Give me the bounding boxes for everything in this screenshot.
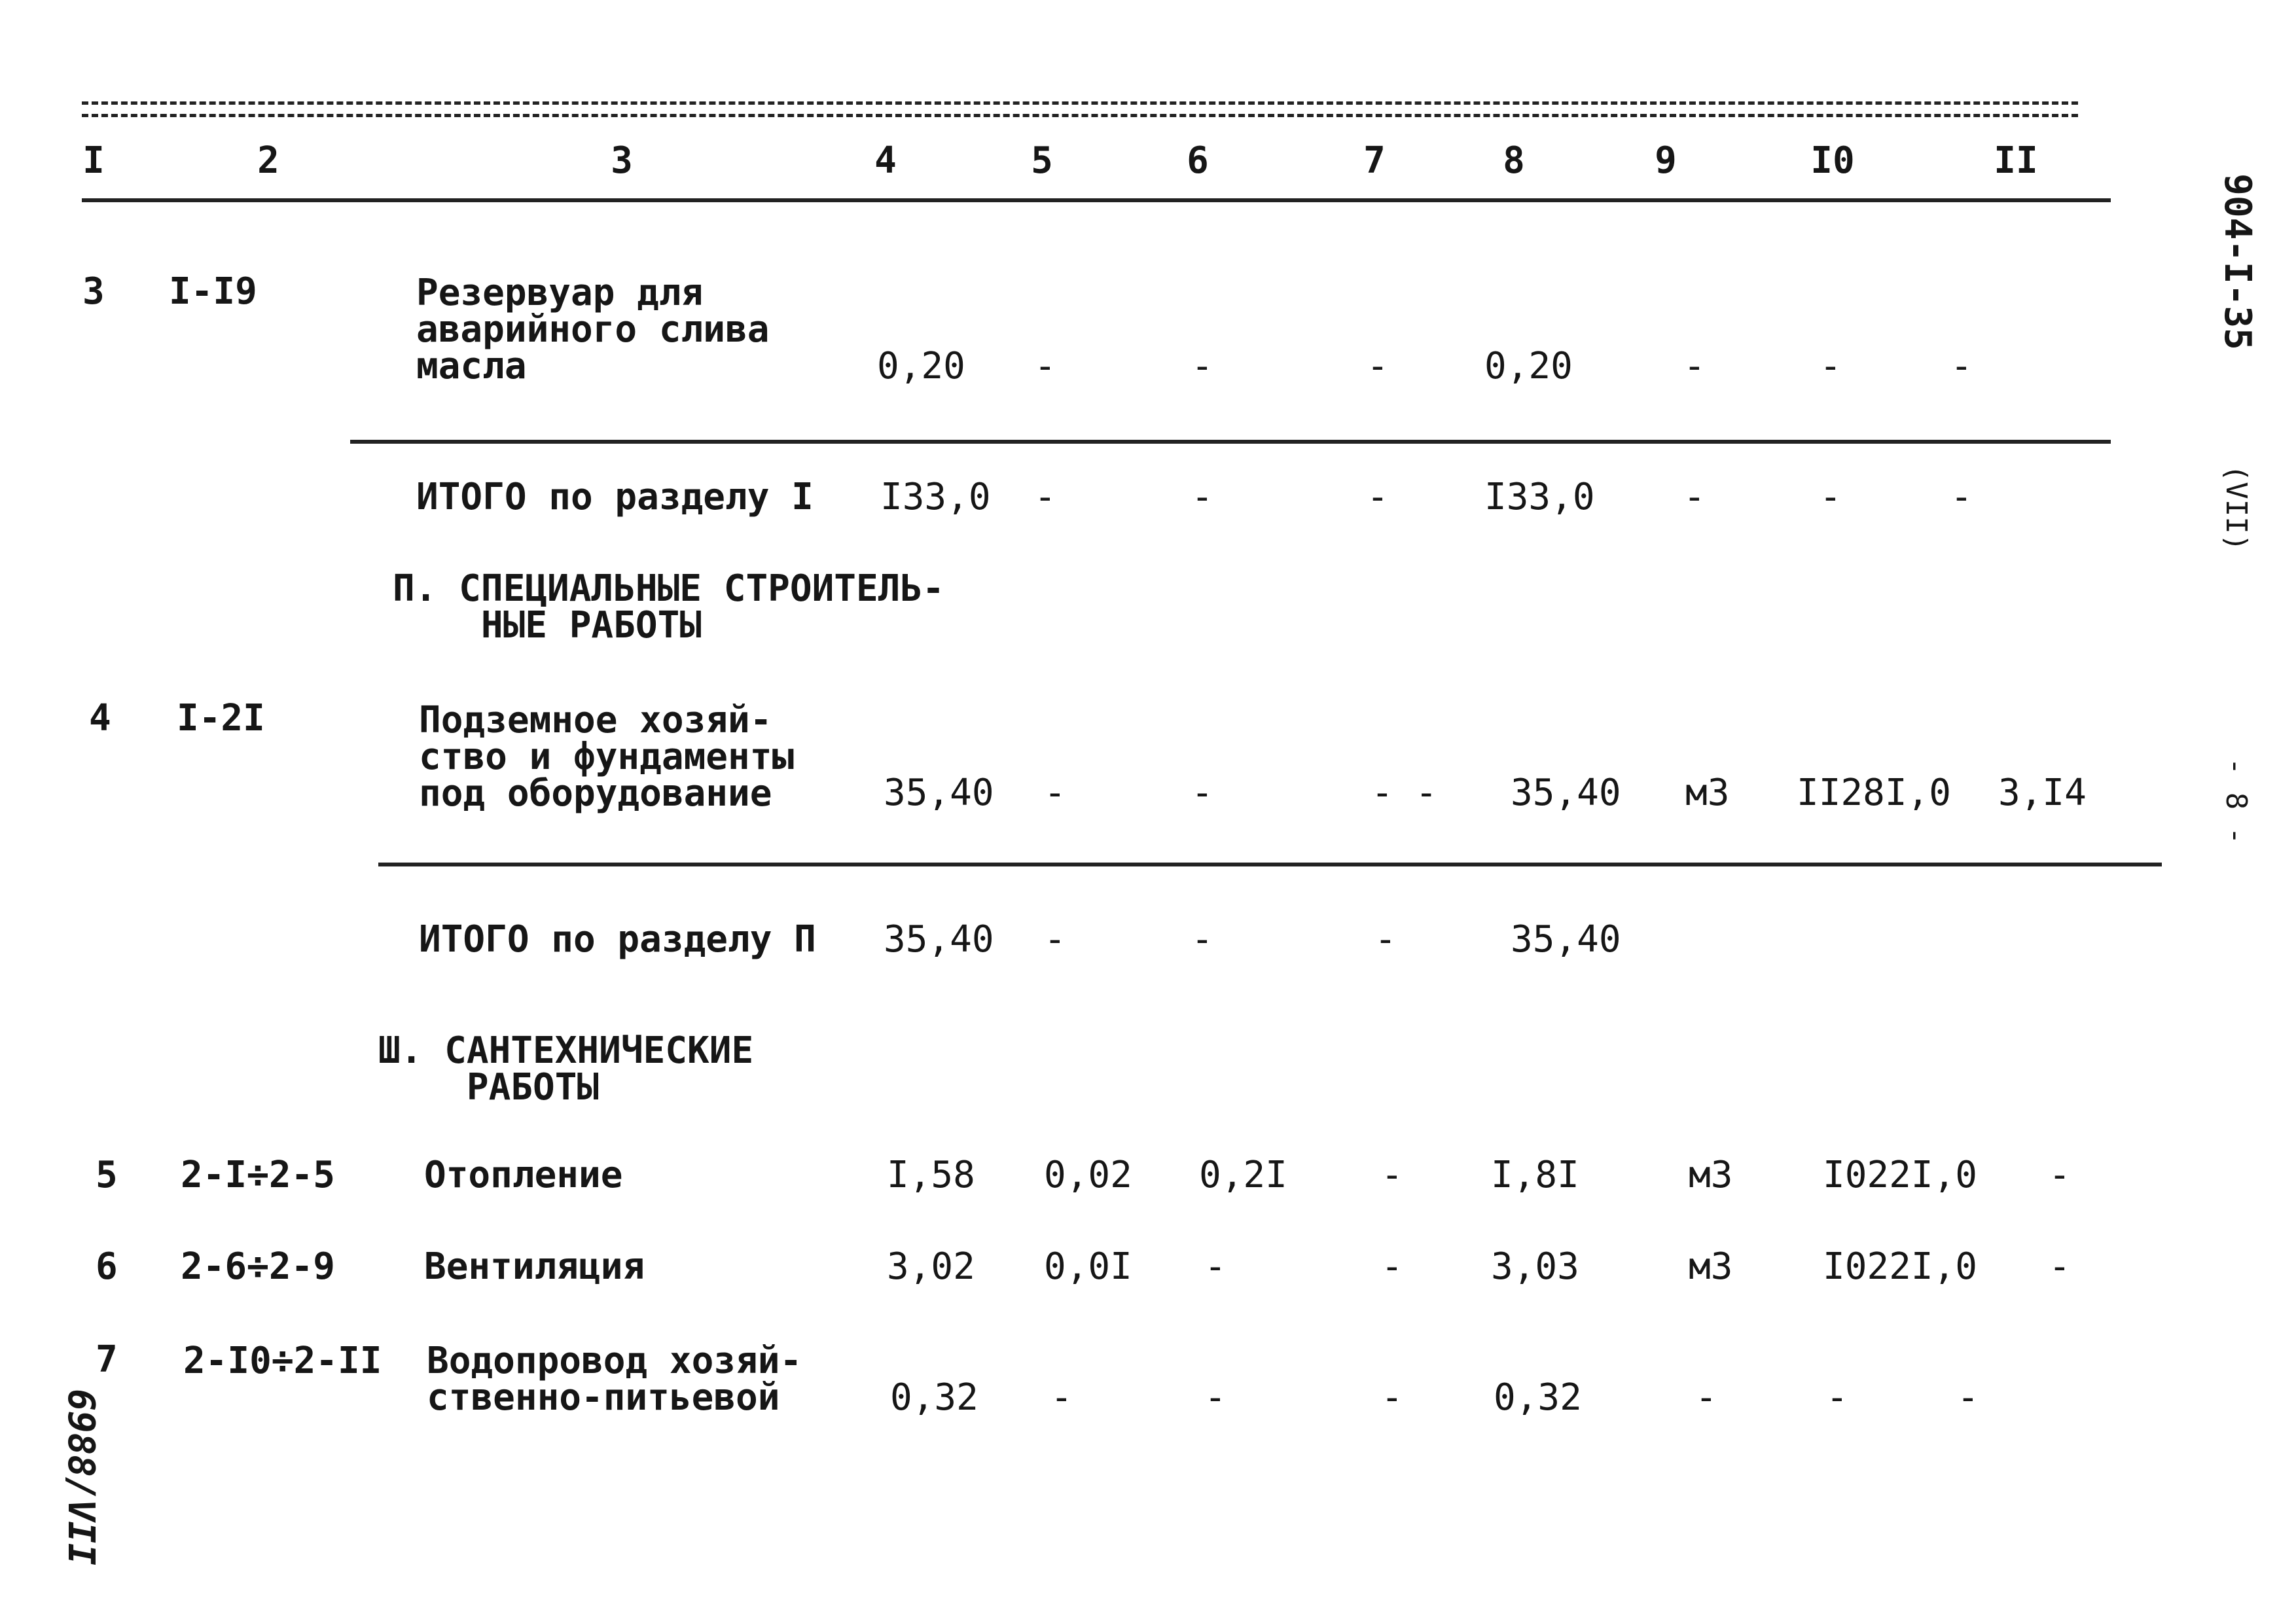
col-header-7: 7	[1363, 139, 1386, 182]
cell-col8: I,8I	[1491, 1154, 1579, 1196]
col-header-1: I	[82, 139, 105, 182]
cell-col6: -	[1191, 345, 1213, 387]
cell-col6: 0,2I	[1199, 1154, 1287, 1196]
cell-col6: -	[1191, 772, 1213, 814]
row-code: 2-6÷2-9	[181, 1245, 336, 1288]
cell-col9: м3	[1685, 772, 1730, 814]
cell-col7: -	[1367, 345, 1389, 387]
cell-col11: -	[1950, 345, 1973, 387]
cell-col5: -	[1034, 476, 1056, 518]
cell-col7: -	[1367, 476, 1389, 518]
cell-col5: 0,02	[1044, 1154, 1132, 1196]
cell-col6: -	[1191, 918, 1213, 961]
cell-col4: 0,20	[877, 345, 965, 387]
cell-col11: -	[2049, 1245, 2071, 1288]
cell-col5: -	[1044, 772, 1066, 814]
cell-col9: -	[1683, 476, 1706, 518]
section-heading-3: Ш. САНТЕХНИЧЕСКИЕ РАБОТЫ	[378, 1029, 754, 1109]
cell-col7: -	[1381, 1376, 1403, 1419]
row-name: Отопление	[424, 1154, 623, 1196]
row-number: 5	[96, 1154, 118, 1196]
header-top-rule	[82, 101, 2078, 117]
cell-col7: -	[1381, 1245, 1403, 1288]
cell-col7: -	[1374, 918, 1397, 961]
cell-col8: 35,40	[1511, 918, 1621, 961]
cell-col5: -	[1044, 918, 1066, 961]
row-name: Водопровод хозяй- ственно-питьевой	[427, 1340, 802, 1419]
header-bottom-rule	[82, 198, 2111, 202]
cell-col8: 35,40	[1511, 772, 1621, 814]
row-number: 4	[89, 697, 111, 740]
cell-col10: I022I,0	[1823, 1245, 1978, 1288]
total-label: ИТОГО по разделу П	[419, 918, 816, 961]
row-name: Подземное хозяй- ство и фундаменты под оборудование	[419, 699, 795, 815]
cell-col11: -	[1957, 1376, 1979, 1419]
cell-col10: -	[1820, 476, 1842, 518]
row-number: 6	[96, 1245, 118, 1288]
row-code: 2-I÷2-5	[181, 1154, 336, 1196]
cell-col4: 35,40	[884, 772, 994, 814]
cell-col9: -	[1695, 1376, 1717, 1419]
col-header-3: 3	[611, 139, 633, 182]
cell-col7: - -	[1371, 772, 1438, 814]
cell-col8: I33,0	[1484, 476, 1595, 518]
cell-col4: I,58	[887, 1154, 975, 1196]
cell-col8: 3,03	[1491, 1245, 1579, 1288]
col-header-4: 4	[874, 139, 897, 182]
cell-col6: -	[1204, 1245, 1227, 1288]
cell-col6: -	[1204, 1376, 1227, 1419]
section-heading-2: П. СПЕЦИАЛЬНЫЕ СТРОИТЕЛЬ- НЫЕ РАБОТЫ	[393, 567, 944, 647]
cell-col11: -	[2049, 1154, 2071, 1196]
cell-col5: -	[1050, 1376, 1073, 1419]
cell-col9: м3	[1689, 1154, 1733, 1196]
cell-col5: -	[1034, 345, 1056, 387]
total-label: ИТОГО по разделу I	[416, 476, 814, 518]
cell-col6: -	[1191, 476, 1213, 518]
col-header-8: 8	[1503, 139, 1525, 182]
cell-col7: -	[1381, 1154, 1403, 1196]
cell-col10: II28I,0	[1797, 772, 1952, 814]
cell-col4: 3,02	[887, 1245, 975, 1288]
cell-col9: м3	[1689, 1245, 1733, 1288]
cell-col8: 0,32	[1494, 1376, 1582, 1419]
row-number: 3	[82, 270, 105, 313]
archive-number: 6988/VII	[60, 1389, 102, 1565]
cell-col11: -	[1950, 476, 1973, 518]
section-rule-2	[378, 863, 2162, 866]
cell-col10: -	[1826, 1376, 1848, 1419]
cell-col4: 0,32	[890, 1376, 978, 1419]
row-name: Вентиляция	[424, 1245, 645, 1288]
cell-col10: I022I,0	[1823, 1154, 1978, 1196]
row-name: Резервуар для аварийного слива масла	[416, 272, 770, 387]
cell-col9: -	[1683, 345, 1706, 387]
cell-col8: 0,20	[1484, 345, 1573, 387]
section-rule-1	[350, 440, 2111, 444]
cell-col10: -	[1820, 345, 1842, 387]
row-number: 7	[96, 1338, 118, 1381]
row-code: I-2I	[177, 697, 265, 740]
col-header-5: 5	[1031, 139, 1053, 182]
col-header-10: I0	[1810, 139, 1855, 182]
col-header-11: II	[1994, 139, 2038, 182]
doc-code: 904-I-35	[2216, 173, 2259, 350]
col-header-2: 2	[257, 139, 279, 182]
cell-col11: 3,I4	[1998, 772, 2087, 814]
cell-col4: I33,0	[880, 476, 991, 518]
row-code: 2-I0÷2-II	[183, 1340, 382, 1382]
col-header-9: 9	[1655, 139, 1677, 182]
col-header-6: 6	[1187, 139, 1209, 182]
page-number: - 8 -	[2219, 757, 2253, 845]
row-code: I-I9	[169, 270, 257, 313]
doc-volume: (VII)	[2219, 464, 2253, 552]
cell-col5: 0,0I	[1044, 1245, 1132, 1288]
cell-col4: 35,40	[884, 918, 994, 961]
